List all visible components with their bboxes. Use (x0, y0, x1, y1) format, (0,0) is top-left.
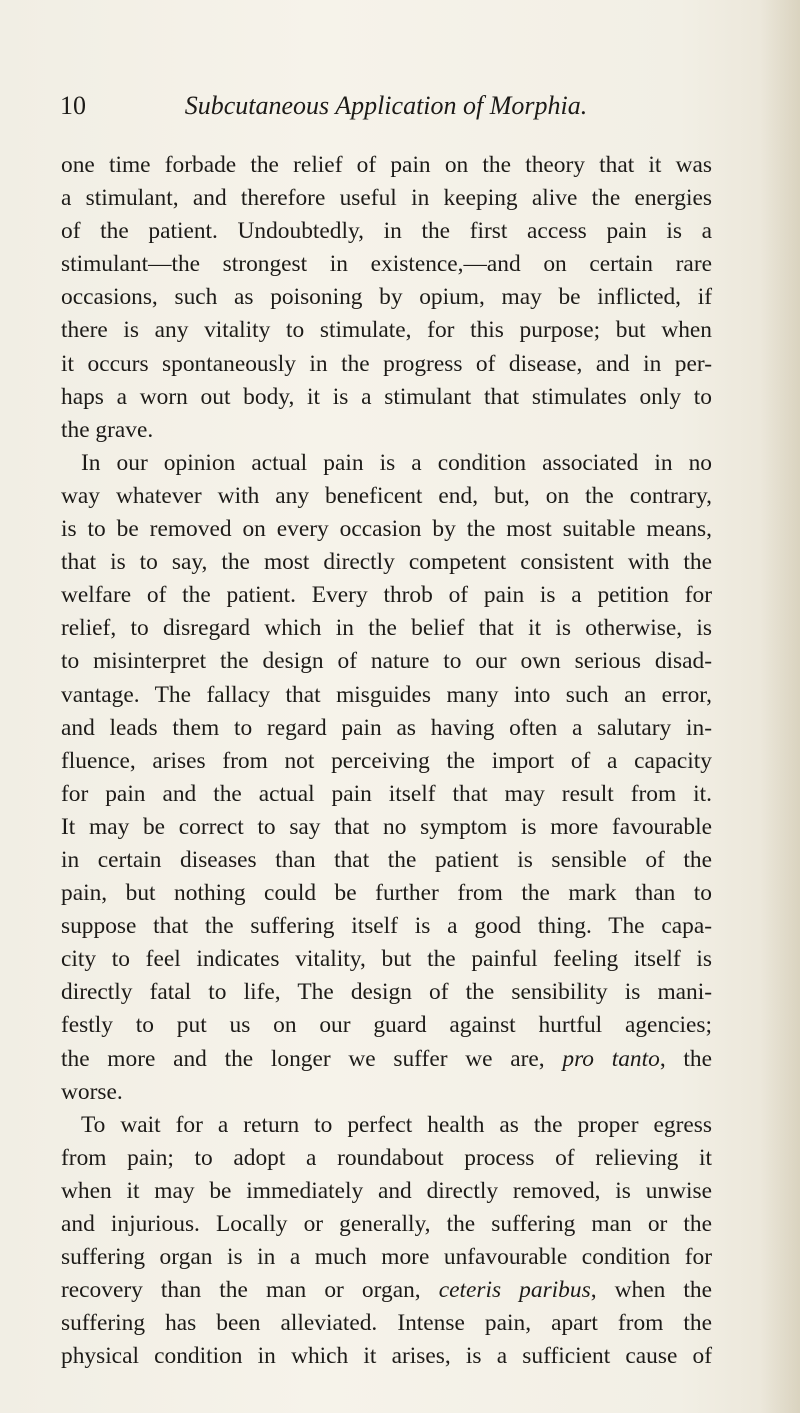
text-line: festly to put us on our guard against hurtful agencies; (61, 1012, 712, 1039)
text-line-with-italic (61, 1274, 712, 1307)
text-line: It may be correct to say that no symptom is more favourable (61, 813, 712, 840)
text-line: occasions, such as poisoning by opium, may be inflicted, if (61, 284, 712, 311)
text-line: a stimulant, and therefore useful in keeping alive the energies (61, 185, 712, 212)
text-line: for pain and the actual pain itself that may result from it. (61, 780, 712, 807)
text-segment: , the (659, 1045, 712, 1072)
text-line: To wait for a return to perfect health as the proper egress (81, 1111, 712, 1138)
text-line: when it may be immediately and directly removed, is unwise (61, 1177, 712, 1204)
text-segment: , when the (590, 1277, 712, 1304)
text-line: and leads them to regard pain as having often a salutary in- (61, 714, 712, 741)
text-line: suffering organ is in a much more unfavourable condition for (61, 1244, 712, 1271)
text-line: suppose that the suffering itself is a good thing. The capa- (61, 913, 712, 940)
text-line: city to feel indicates vitality, but the painful feeling itself is (61, 946, 712, 973)
text-line: pain, but nothing could be further from the mark than to (61, 880, 712, 907)
text-line: worse. (61, 1078, 123, 1105)
text-line: stimulant—the strongest in existence,—and on certain rare (61, 251, 712, 278)
text-line: of the patient. Undoubtedly, in the first access pain is a (61, 218, 712, 245)
text-line: vantage. The fallacy that misguides many into such an error, (61, 681, 712, 708)
text-line: there is any vitality to stimulate, for this purpose; but when (61, 317, 712, 344)
text-line: the grave. (61, 416, 154, 443)
page-edge-shading (760, 0, 800, 1413)
text-segment: the more and the longer we suffer we are, (61, 1045, 545, 1072)
text-line: welfare of the patient. Every throb of pain is a petition for (61, 582, 712, 609)
running-head (60, 88, 712, 124)
italic-phrase-ceteris-paribus: ceteris paribus (438, 1277, 591, 1304)
text-line: that is to say, the most directly competent consistent with the (61, 549, 712, 576)
text-line: physical condition in which it arises, is a sufficient cause of (61, 1343, 712, 1370)
page-number: 10 (60, 91, 86, 120)
text-line: way whatever with any beneficent end, but, on the contrary, (61, 482, 712, 509)
running-title: Subcutaneous Application of Morphia. (184, 91, 588, 120)
body-text (61, 149, 712, 1373)
text-line: one time forbade the relief of pain on the theory that it was (61, 152, 712, 178)
text-line: haps a worn out body, it is a stimulant that stimulates only to (61, 383, 712, 410)
italic-phrase-pro-tanto: pro tanto (562, 1045, 660, 1072)
text-line: directly fatal to life, The design of the sensibility is mani- (61, 979, 712, 1006)
text-line-with-italic (61, 1043, 712, 1076)
text-line: it occurs spontaneously in the progress of disease, and in per- (61, 350, 712, 377)
text-line: is to be removed on every occasion by the most suitable means, (61, 516, 712, 543)
text-line: In our opinion actual pain is a condition associated in no (81, 449, 712, 476)
text-line: from pain; to adopt a roundabout process of relieving it (61, 1144, 712, 1171)
text-line: suffering has been alleviated. Intense pain, apart from the (61, 1310, 712, 1337)
text-line: in certain diseases than that the patient is sensible of the (61, 846, 712, 873)
text-segment: recovery than the man or organ, (61, 1277, 421, 1304)
text-line: relief, to disregard which in the belief that it is otherwise, is (61, 615, 712, 642)
text-line: to misinterpret the design of nature to our own serious disad- (61, 648, 712, 675)
text-line: fluence, arises from not perceiving the import of a capacity (61, 747, 712, 774)
text-line: and injurious. Locally or generally, the suffering man or the (61, 1211, 712, 1237)
